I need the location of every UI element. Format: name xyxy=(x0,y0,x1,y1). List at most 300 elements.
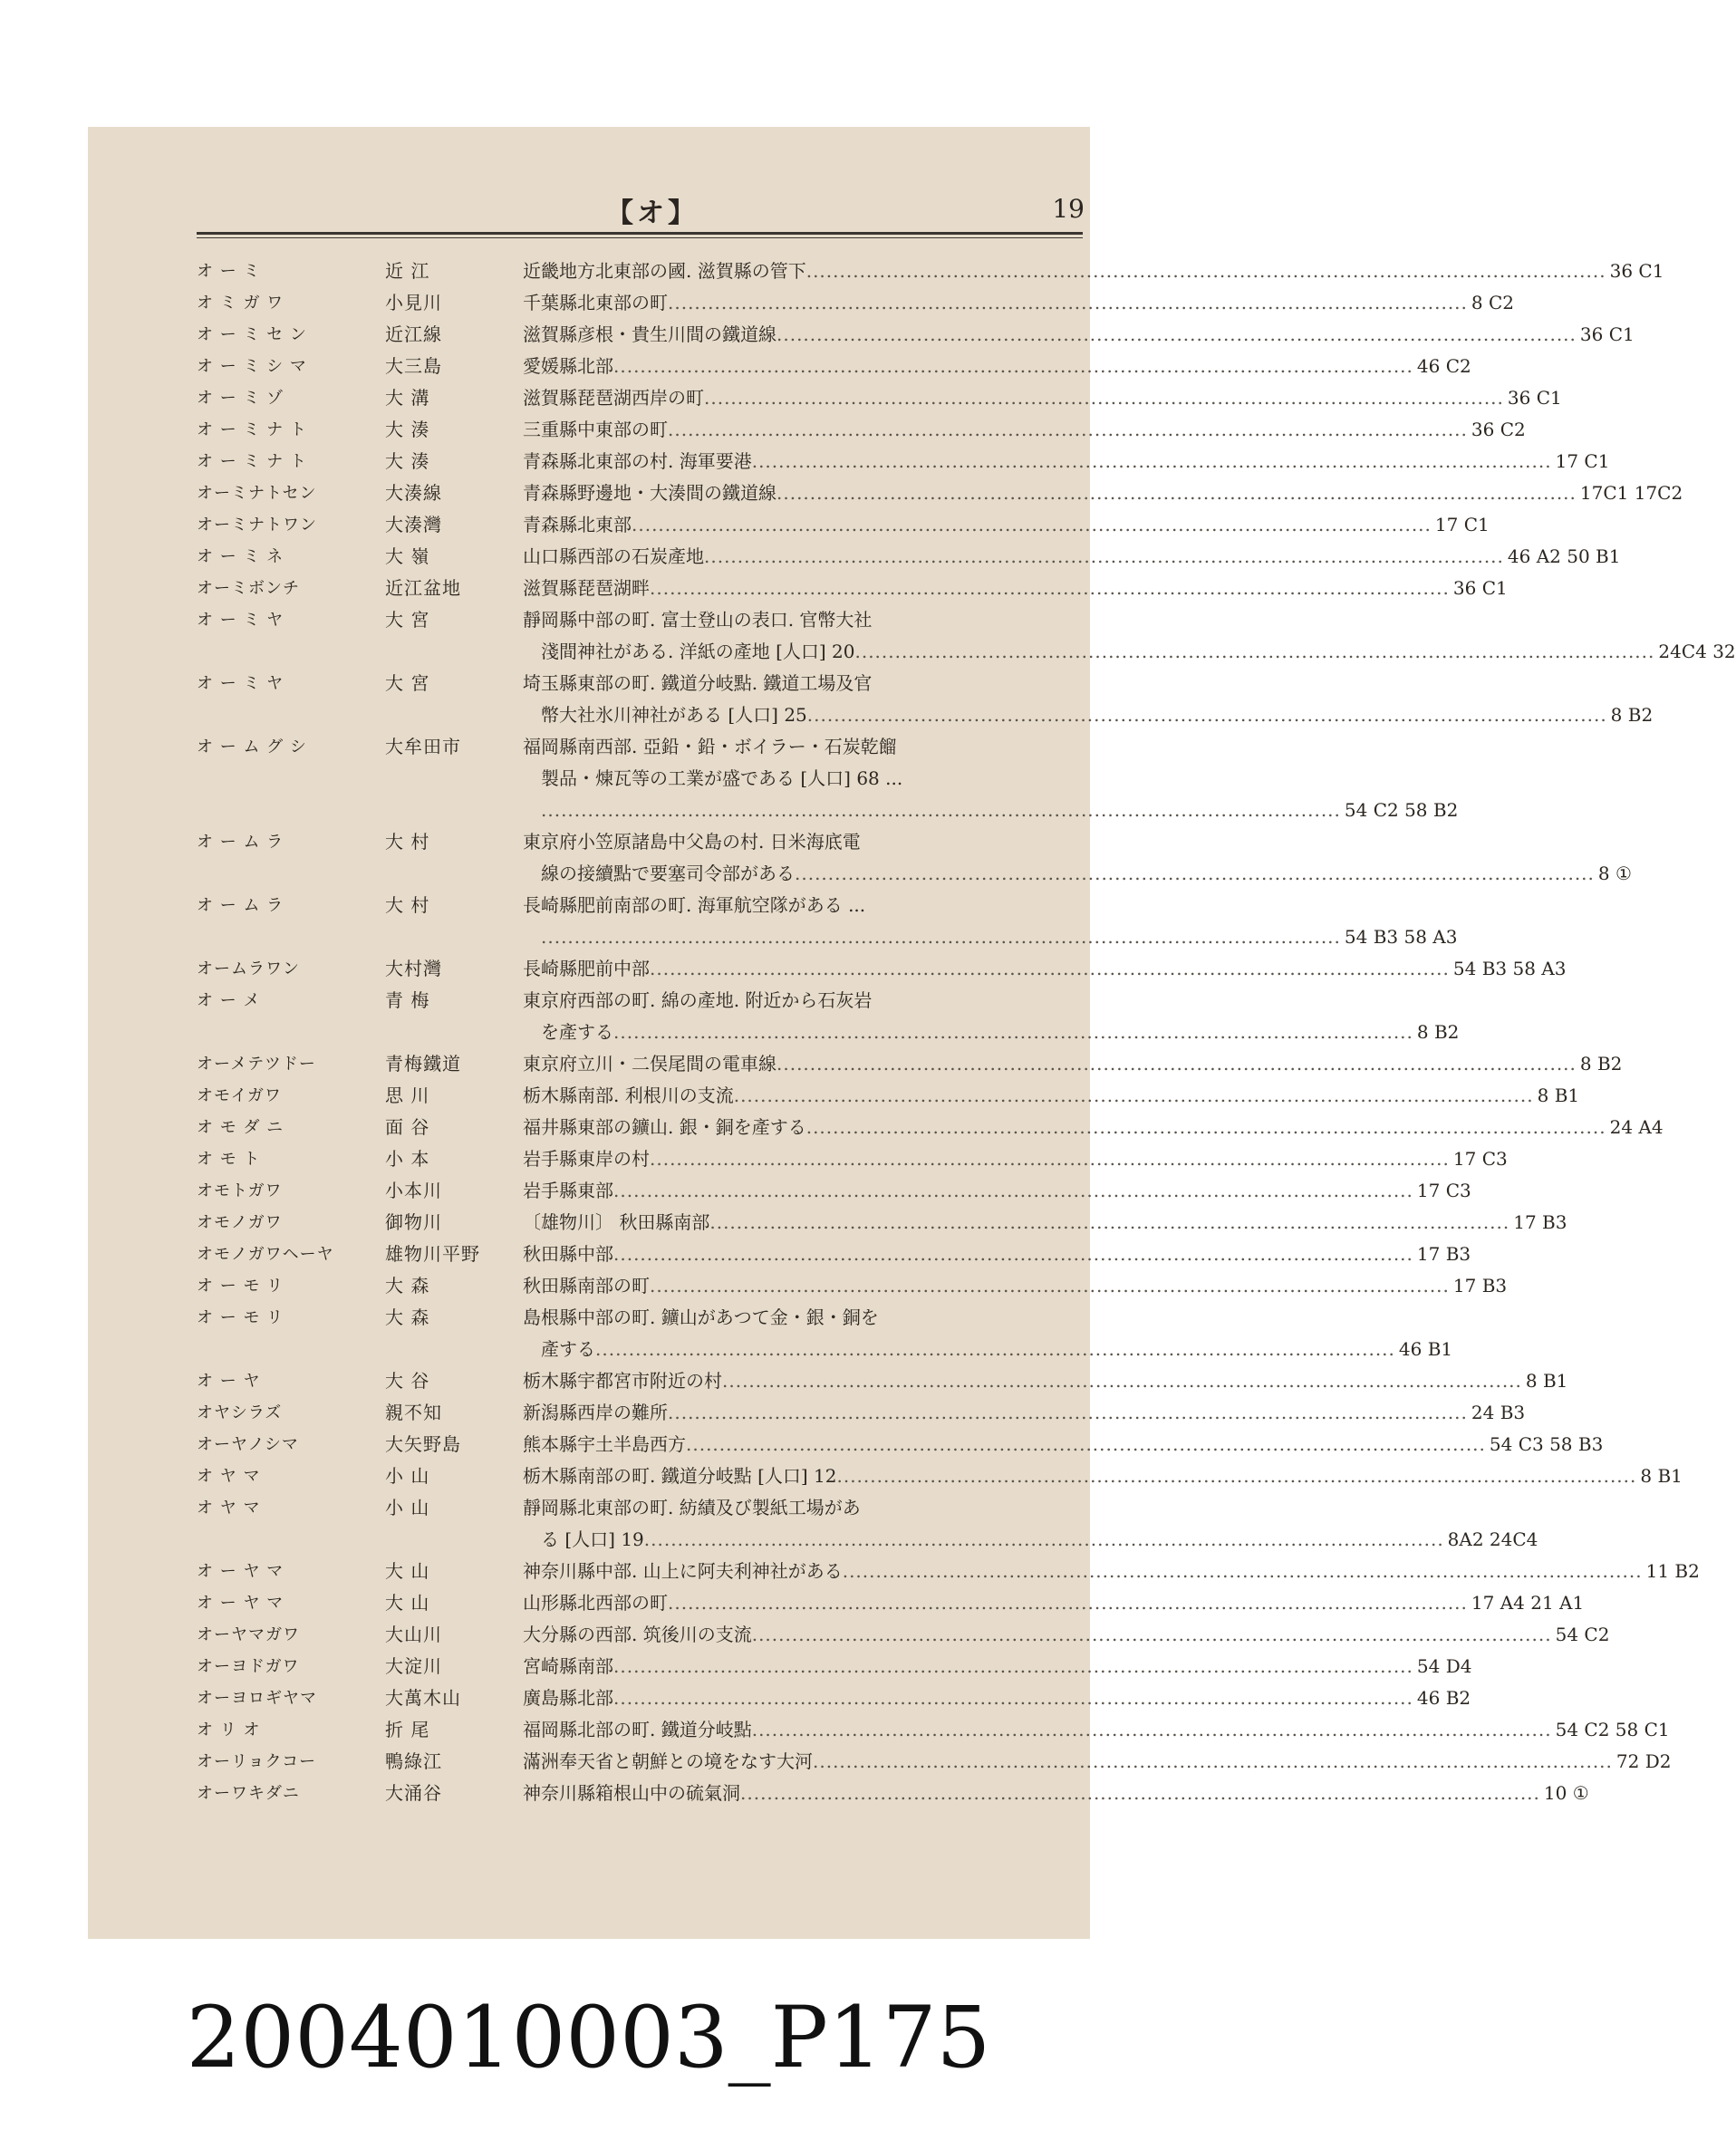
description-line xyxy=(523,1048,1622,1080)
entry-row xyxy=(197,1492,1538,1556)
description-line xyxy=(523,1587,1584,1619)
entry-kanji: 雄物川平野 xyxy=(385,1243,480,1265)
entry-kana: オーメテツドー xyxy=(197,1055,316,1074)
entry-description xyxy=(523,255,1664,287)
description-text: 東京府立川・二俣尾間の電車線 xyxy=(523,1053,776,1075)
entry-kana: オ ー ミ シ マ xyxy=(197,357,307,376)
entry-row xyxy=(197,1207,1567,1239)
entry-description xyxy=(523,1239,1471,1270)
leader-dots: ........................................................................................................................ xyxy=(704,387,1504,409)
leader-dots: ........................................................................................................................ xyxy=(805,260,1606,282)
entry-kana: オーリョクコー xyxy=(197,1752,317,1771)
leader-dots: ........................................................................................................................ xyxy=(613,1021,1413,1043)
entry-row xyxy=(197,1397,1526,1429)
entry-kanji: 大 溝 xyxy=(385,387,430,409)
entry-description xyxy=(523,890,1457,953)
entry-description xyxy=(523,1143,1508,1175)
description-text: 滋賀縣琵琶湖畔 xyxy=(523,577,650,599)
entry-row xyxy=(197,826,1632,890)
entry-row xyxy=(197,1429,1604,1460)
description-line xyxy=(523,1270,1507,1302)
description-line xyxy=(523,509,1490,541)
description-line xyxy=(523,985,1459,1017)
map-reference: 36 C1 xyxy=(1609,260,1664,282)
entry-description xyxy=(523,351,1471,382)
map-reference: 8 ① xyxy=(1597,863,1632,884)
entry-kanji: 大涌谷 xyxy=(385,1782,442,1804)
entry-kanji: 大 宮 xyxy=(385,672,430,694)
leader-dots: ........................................................................................................................ xyxy=(854,641,1655,662)
description-text: 東京府小笠原諸島中父島の村. 日米海底電 xyxy=(523,831,861,853)
entry-kanji: 面 谷 xyxy=(385,1116,430,1138)
entry-row xyxy=(197,1239,1471,1270)
map-reference: 8 B1 xyxy=(1640,1465,1683,1487)
entry-kanji: 大萬木山 xyxy=(385,1687,461,1709)
entry-row xyxy=(197,1365,1568,1397)
description-line xyxy=(523,1143,1508,1175)
description-line xyxy=(523,1778,1589,1809)
description-text: 近畿地方北東部の國. 滋賀縣の管下 xyxy=(523,260,806,282)
map-reference: 8 B1 xyxy=(1525,1370,1568,1392)
description-text: 福岡縣北部の町. 鐵道分岐點 xyxy=(523,1719,752,1740)
description-line xyxy=(523,1175,1471,1207)
map-reference: 17 C1 xyxy=(1555,450,1610,472)
gazetteer-entries xyxy=(197,255,1736,1809)
description-line xyxy=(523,1651,1471,1682)
entry-row xyxy=(197,414,1526,446)
leader-dots: ........................................................................................................................ xyxy=(776,482,1577,504)
entry-description xyxy=(523,1746,1671,1778)
description-text: 滋賀縣彦根・貴生川間の鐵道線 xyxy=(523,323,776,345)
description-text: 島根縣中部の町. 鑛山があつて金・銀・銅を xyxy=(523,1306,879,1328)
description-line xyxy=(523,826,1632,858)
entry-row xyxy=(197,382,1562,414)
entry-row xyxy=(197,1682,1471,1714)
description-line xyxy=(523,604,1736,636)
entry-kana: オ モ ト xyxy=(197,1150,261,1169)
leader-dots: ........................................................................................................................ xyxy=(668,1592,1468,1614)
leader-dots: ........................................................................................................................ xyxy=(722,1370,1522,1392)
description-text: 青森縣北東部 xyxy=(523,514,632,535)
entry-kanji: 大村灣 xyxy=(385,958,442,979)
entry-row xyxy=(197,351,1471,382)
entry-row xyxy=(197,1175,1471,1207)
entry-kanji: 鴨綠江 xyxy=(385,1750,442,1772)
description-text: 三重縣中東部の町 xyxy=(523,419,668,440)
leader-dots: ........................................................................................................................ xyxy=(650,958,1450,979)
description-text: 廣島縣北部 xyxy=(523,1687,613,1709)
leader-dots: ........................................................................................................................ xyxy=(805,1116,1606,1138)
description-line xyxy=(523,1556,1700,1587)
entry-kana: オ ヤ マ xyxy=(197,1467,261,1486)
entry-kanji: 小 山 xyxy=(385,1497,430,1518)
entry-description xyxy=(523,1492,1538,1556)
map-reference: 54 C2 58 C1 xyxy=(1555,1719,1670,1740)
description-text: る [人口] 19 xyxy=(541,1528,644,1550)
entry-description xyxy=(523,1175,1471,1207)
map-reference: 36 C1 xyxy=(1452,577,1508,599)
entry-kana: オ ー ミ ヤ xyxy=(197,611,285,630)
leader-dots: ........................................................................................................................ xyxy=(632,514,1432,535)
map-reference: 36 C1 xyxy=(1507,387,1562,409)
description-text: 山口縣西部の石炭產地 xyxy=(523,545,704,567)
entry-kanji: 小本川 xyxy=(385,1180,442,1201)
entry-kana: オーヨロギヤマ xyxy=(197,1689,317,1708)
map-reference: 11 B2 xyxy=(1645,1560,1700,1582)
map-reference: 36 C2 xyxy=(1471,419,1526,440)
description-line xyxy=(523,636,1736,668)
entry-kana: オ ー ヤ マ xyxy=(197,1594,285,1613)
leader-dots: ........................................................................................................................ xyxy=(813,1750,1613,1772)
entry-kanji: 小 山 xyxy=(385,1465,430,1487)
leader-dots: ........................................................................................................................ xyxy=(842,1560,1643,1582)
description-text: 長崎縣肥前南部の町. 海軍航空隊がある ... xyxy=(523,894,866,916)
entry-description xyxy=(523,1556,1700,1587)
entry-kanji: 大牟田市 xyxy=(385,736,461,757)
entry-kana: オ ー モ リ xyxy=(197,1277,285,1296)
description-line xyxy=(523,414,1526,446)
map-reference: 72 D2 xyxy=(1615,1750,1672,1772)
description-line xyxy=(523,699,1653,731)
entry-kana: オ ー ミ ナ ト xyxy=(197,420,307,439)
description-line xyxy=(523,1524,1538,1556)
entry-row xyxy=(197,890,1458,953)
entry-kanji: 大 嶺 xyxy=(385,545,430,567)
entry-kanji: 大 湊 xyxy=(385,450,430,472)
leader-dots: ........................................................................................................................ xyxy=(650,1275,1450,1297)
map-reference: 54 B3 58 A3 xyxy=(1344,926,1458,948)
entry-row xyxy=(197,541,1621,573)
map-reference: 36 C1 xyxy=(1579,323,1635,345)
map-reference: 10 ① xyxy=(1543,1782,1589,1804)
leader-dots: ........................................................................................................................ xyxy=(751,1719,1552,1740)
entry-kanji: 大 村 xyxy=(385,894,430,916)
entry-row xyxy=(197,509,1490,541)
leader-dots: ........................................................................................................................ xyxy=(686,1433,1486,1455)
description-text: 千葉縣北東部の町 xyxy=(523,292,668,313)
description-line xyxy=(523,1492,1538,1524)
entry-row xyxy=(197,1778,1589,1809)
map-reference: 17 A4 21 A1 xyxy=(1471,1592,1585,1614)
entry-kana: オーワキダニ xyxy=(197,1784,300,1803)
entry-description xyxy=(523,1365,1567,1397)
entry-row xyxy=(197,668,1654,731)
description-text: 〔雄物川〕 秋田縣南部 xyxy=(523,1211,710,1233)
description-line xyxy=(523,573,1508,604)
description-text: 青森縣北東部の村. 海軍要港 xyxy=(523,450,752,472)
leader-dots: ........................................................................................................................ xyxy=(595,1338,1395,1360)
entry-kanji: 大 谷 xyxy=(385,1370,430,1392)
entry-kana: オーミナトワン xyxy=(197,516,317,535)
description-line xyxy=(523,1017,1459,1048)
description-text: を產する xyxy=(541,1021,613,1043)
leader-dots: ........................................................................................................................ xyxy=(668,1402,1468,1423)
entry-kana: オーミナトセン xyxy=(197,484,317,503)
entry-kana: オームラワン xyxy=(197,959,300,978)
leader-dots: ........................................................................................................................ xyxy=(650,577,1450,599)
description-line xyxy=(523,1746,1671,1778)
description-line xyxy=(523,541,1620,573)
entry-kana: オ ー ム グ シ xyxy=(197,737,307,757)
entry-kanji: 親不知 xyxy=(385,1402,442,1423)
entry-kanji: 近 江 xyxy=(385,260,430,282)
map-reference: 17 B3 xyxy=(1416,1243,1471,1265)
entry-row xyxy=(197,1270,1508,1302)
description-text: 靜岡縣北東部の町. 紡績及び製紙工場があ xyxy=(523,1497,861,1518)
description-line xyxy=(523,287,1514,319)
map-reference: 17 C3 xyxy=(1452,1148,1508,1170)
entry-description xyxy=(523,1651,1471,1682)
entry-kana: オーヤマガワ xyxy=(197,1625,300,1644)
leader-dots: ........................................................................................................................ xyxy=(668,419,1468,440)
entry-description xyxy=(523,1080,1579,1112)
entry-row xyxy=(197,1746,1672,1778)
entry-description xyxy=(523,1112,1664,1143)
entry-row xyxy=(197,1112,1664,1143)
entry-kanji: 大 村 xyxy=(385,831,430,853)
map-reference: 24 B3 xyxy=(1471,1402,1526,1423)
leader-dots: ........................................................................................................................ xyxy=(650,1148,1450,1170)
entry-row xyxy=(197,1714,1670,1746)
entry-kanji: 大 山 xyxy=(385,1560,430,1582)
description-text: 埼玉縣東部の町. 鐵道分岐點. 鐵道工場及官 xyxy=(523,672,873,694)
entry-description xyxy=(523,985,1459,1048)
entry-kana: オ リ オ xyxy=(197,1721,261,1740)
description-text: 岩手縣東岸の村 xyxy=(523,1148,650,1170)
entry-row xyxy=(197,477,1683,509)
entry-description xyxy=(523,382,1562,414)
description-text: 長崎縣肥前中部 xyxy=(523,958,650,979)
entry-kana: オ ミ ガ ワ xyxy=(197,294,285,313)
leader-dots: ........................................................................................................................ xyxy=(776,323,1577,345)
map-reference: 8A2 24C4 xyxy=(1447,1528,1538,1550)
description-text: 秋田縣南部の町 xyxy=(523,1275,650,1297)
header-rule-thick xyxy=(197,232,1083,235)
description-text: 秋田縣中部 xyxy=(523,1243,613,1265)
entry-kana: オーヨドガワ xyxy=(197,1657,300,1676)
description-line xyxy=(523,1112,1664,1143)
description-line xyxy=(523,1365,1567,1397)
entry-description xyxy=(523,1778,1589,1809)
entry-row xyxy=(197,255,1664,287)
description-line xyxy=(523,890,1457,921)
entry-kana: オ ー ム ラ xyxy=(197,833,285,852)
leader-dots: ........................................................................................................................ xyxy=(613,1180,1413,1201)
map-reference: 17 B3 xyxy=(1452,1275,1508,1297)
entry-kana: オ ヤ マ xyxy=(197,1499,261,1518)
entry-description xyxy=(523,1270,1507,1302)
entry-description xyxy=(523,1460,1683,1492)
entry-kana: オ ー ミ ナ ト xyxy=(197,452,307,471)
description-line xyxy=(523,446,1609,477)
map-reference: 46 B1 xyxy=(1398,1338,1453,1360)
description-text: 大分縣の西部. 筑後川の支流 xyxy=(523,1624,752,1645)
description-line xyxy=(523,1460,1683,1492)
entry-kana: オーヤノシマ xyxy=(197,1435,299,1454)
map-reference: 54 C2 xyxy=(1555,1624,1610,1645)
entry-kanji: 大三島 xyxy=(385,355,442,377)
description-line xyxy=(523,668,1653,699)
entry-kana: オ ー ミ ヤ xyxy=(197,674,285,693)
entry-kana: オーミボンチ xyxy=(197,579,300,598)
entry-row xyxy=(197,1587,1585,1619)
description-line xyxy=(523,1682,1471,1714)
description-line xyxy=(523,1397,1525,1429)
page-header xyxy=(197,190,1085,227)
leader-dots: ........................................................................................................................ xyxy=(740,1782,1540,1804)
entry-description xyxy=(523,1714,1670,1746)
description-text: 線の接續點で要塞司令部がある xyxy=(541,863,795,884)
description-line xyxy=(523,1334,1452,1365)
description-line xyxy=(523,382,1562,414)
leader-dots: ........................................................................................................................ xyxy=(643,1528,1444,1550)
leader-dots: ........................................................................................................................ xyxy=(836,1465,1637,1487)
description-text: 山形縣北西部の町 xyxy=(523,1592,668,1614)
entry-row xyxy=(197,1080,1580,1112)
entry-kanji: 小 本 xyxy=(385,1148,430,1170)
leader-dots: ........................................................................................................................ xyxy=(751,450,1552,472)
leader-dots: ........................................................................................................................ xyxy=(613,1243,1413,1265)
description-line xyxy=(523,921,1457,953)
entry-kana: オ ー ミ ゾ xyxy=(197,389,285,408)
entry-kanji: 大 森 xyxy=(385,1306,430,1328)
header-rule-thin xyxy=(197,237,1083,238)
entry-kanji: 大 宮 xyxy=(385,609,430,631)
description-text: 靜岡縣中部の町. 富士登山の表口. 官幣大社 xyxy=(523,609,873,631)
entry-kana: オモイガワ xyxy=(197,1086,282,1105)
map-reference: 24C4 32 xyxy=(1658,641,1736,662)
description-text: 滋賀縣琵琶湖西岸の町 xyxy=(523,387,704,409)
entry-row xyxy=(197,287,1514,319)
description-text: 淺間神社がある. 洋紙の產地 [人口] 20 xyxy=(541,641,855,662)
entry-row xyxy=(197,985,1460,1048)
map-reference: 54 C3 58 B3 xyxy=(1489,1433,1604,1455)
description-line xyxy=(523,1239,1471,1270)
map-reference: 8 B2 xyxy=(1610,704,1654,726)
description-line xyxy=(523,1080,1579,1112)
entry-kanji: 大湊灣 xyxy=(385,514,442,535)
leader-dots: ........................................................................................................................ xyxy=(709,1211,1510,1233)
map-reference: 17 C3 xyxy=(1416,1180,1471,1201)
entry-description xyxy=(523,573,1508,604)
description-text: 栃木縣宇都宮市附近の村 xyxy=(523,1370,722,1392)
map-reference: 54 C2 58 B2 xyxy=(1344,799,1459,821)
entry-kana: オ ー ム ラ xyxy=(197,896,285,915)
entry-kanji: 近江盆地 xyxy=(385,577,461,599)
leader-dots: ........................................................................................................................ xyxy=(613,1687,1413,1709)
entry-kanji: 御物川 xyxy=(385,1211,442,1233)
description-line xyxy=(523,255,1664,287)
entry-kana: オ ー ミ xyxy=(197,262,261,281)
leader-dots: ........................................................................................................................ xyxy=(668,292,1468,313)
description-text: 神奈川縣箱根山中の硫氣洞 xyxy=(523,1782,740,1804)
entry-description xyxy=(523,1302,1452,1365)
entry-row xyxy=(197,953,1567,985)
entry-kanji: 近江線 xyxy=(385,323,442,345)
book-page xyxy=(88,127,1736,1939)
entry-kana: オ モ ダ ニ xyxy=(197,1118,285,1137)
entry-description xyxy=(523,1207,1567,1239)
description-line xyxy=(523,763,1458,795)
entry-row xyxy=(197,1619,1610,1651)
leader-dots: ........................................................................................................................ xyxy=(733,1084,1534,1106)
entry-kanji: 大 森 xyxy=(385,1275,430,1297)
entry-row xyxy=(197,1460,1683,1492)
map-reference: 54 B3 58 A3 xyxy=(1452,958,1567,979)
entry-description xyxy=(523,953,1566,985)
entry-row xyxy=(197,573,1508,604)
entry-description xyxy=(523,1048,1622,1080)
description-text: 福井縣東部の鑛山. 銀・銅を產する xyxy=(523,1116,806,1138)
entry-kanji: 大湊線 xyxy=(385,482,442,504)
entry-description xyxy=(523,477,1683,509)
entry-row xyxy=(197,446,1610,477)
description-line xyxy=(523,477,1683,509)
map-reference: 8 C2 xyxy=(1471,292,1514,313)
section-heading: 【オ】 xyxy=(606,198,699,229)
entry-kanji: 大矢野島 xyxy=(385,1433,461,1455)
entry-kanji: 青 梅 xyxy=(385,989,430,1011)
description-line xyxy=(523,319,1635,351)
entry-row xyxy=(197,1048,1623,1080)
entry-kana: オ ー モ リ xyxy=(197,1308,285,1327)
entry-kana: オ ー メ xyxy=(197,991,261,1010)
description-line xyxy=(523,351,1471,382)
entry-description xyxy=(523,319,1635,351)
description-text: 滿洲奉天省と朝鮮との境をなす大河 xyxy=(523,1750,813,1772)
entry-row xyxy=(197,731,1459,826)
entry-kana: オモトガワ xyxy=(197,1181,283,1200)
description-text: 愛媛縣北部 xyxy=(523,355,613,377)
description-text: 栃木縣南部の町. 鐵道分岐點 [人口] 12 xyxy=(523,1465,837,1487)
leader-dots: ........................................................................................................................ xyxy=(541,926,1341,948)
description-text: 東京府西部の町. 綿の產地. 附近から石灰岩 xyxy=(523,989,873,1011)
description-line xyxy=(523,953,1566,985)
description-text: 製品・煉瓦等の工業が盛である [人口] 68 ... xyxy=(541,767,903,789)
entry-description xyxy=(523,1619,1609,1651)
page-number: 19 xyxy=(1052,194,1085,224)
entry-row xyxy=(197,604,1736,668)
description-line xyxy=(523,1619,1609,1651)
description-text: 栃木縣南部. 利根川の支流 xyxy=(523,1084,734,1106)
leader-dots: ........................................................................................................................ xyxy=(776,1053,1577,1075)
description-text: 幣大社氷川神社がある [人口] 25 xyxy=(541,704,807,726)
entry-row xyxy=(197,1651,1472,1682)
entry-description xyxy=(523,1587,1584,1619)
leader-dots: ........................................................................................................................ xyxy=(795,863,1595,884)
entry-description xyxy=(523,446,1609,477)
map-reference: 24 A4 xyxy=(1609,1116,1664,1138)
entry-row xyxy=(197,1556,1700,1587)
entry-kana: オヤシラズ xyxy=(197,1403,283,1422)
description-text: 福岡縣南西部. 亞鉛・鉛・ボイラー・石炭乾餾 xyxy=(523,736,897,757)
entry-kanji: 小見川 xyxy=(385,292,442,313)
entry-kanji: 折 尾 xyxy=(385,1719,430,1740)
description-text: 產する xyxy=(541,1338,595,1360)
leader-dots: ........................................................................................................................ xyxy=(806,704,1607,726)
map-reference: 46 C2 xyxy=(1416,355,1471,377)
map-reference: 54 D4 xyxy=(1416,1655,1472,1677)
entry-description xyxy=(523,604,1736,668)
leader-dots: ........................................................................................................................ xyxy=(613,1655,1413,1677)
entry-description xyxy=(523,731,1458,826)
entry-description xyxy=(523,826,1632,890)
entry-kanji: 大 湊 xyxy=(385,419,430,440)
description-line xyxy=(523,1429,1603,1460)
entry-kanji: 大山川 xyxy=(385,1624,442,1645)
description-text: 青森縣野邊地・大湊間の鐵道線 xyxy=(523,482,776,504)
description-text: 岩手縣東部 xyxy=(523,1180,613,1201)
